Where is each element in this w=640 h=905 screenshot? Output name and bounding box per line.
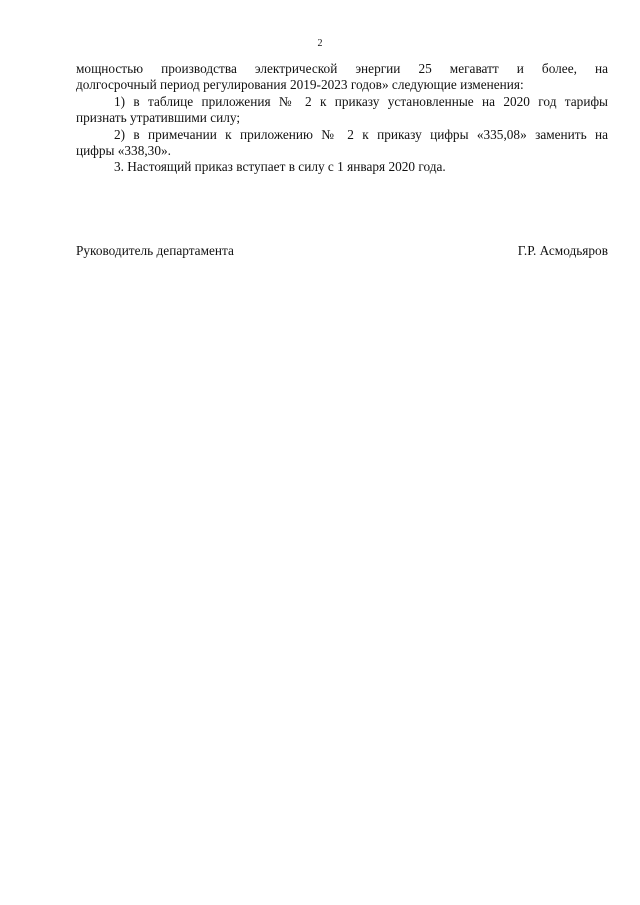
- text-line: мощностью производства электрической энергии 25 мегаватт и более, на: [76, 61, 608, 76]
- document-body: [76, 61, 608, 176]
- text-line: признать утратившими силу;: [76, 110, 241, 126]
- signatory-position: Руководитель департамента: [76, 243, 234, 258]
- paragraph: [76, 61, 608, 94]
- text-line: 3. Настоящий приказ вступает в силу с 1 января 2020 года.: [114, 159, 446, 175]
- text-line: 2) в примечании к приложению № 2 к приказу цифры «335,08» заменить на: [114, 126, 608, 142]
- paragraph: [76, 127, 608, 160]
- paragraph: [76, 94, 608, 127]
- text-line: 1) в таблице приложения № 2 к приказу установленные на 2020 год тарифы: [114, 93, 608, 109]
- signatory-name: Г.Р. Асмодьяров: [517, 243, 608, 258]
- text-line: долгосрочный период регулирования 2019-2023 годов» следующие изменения:: [76, 77, 524, 93]
- paragraph: [76, 159, 608, 175]
- text-line: цифры «338,30».: [76, 143, 171, 159]
- page-number: 2: [317, 38, 323, 49]
- signature-block: [76, 243, 608, 259]
